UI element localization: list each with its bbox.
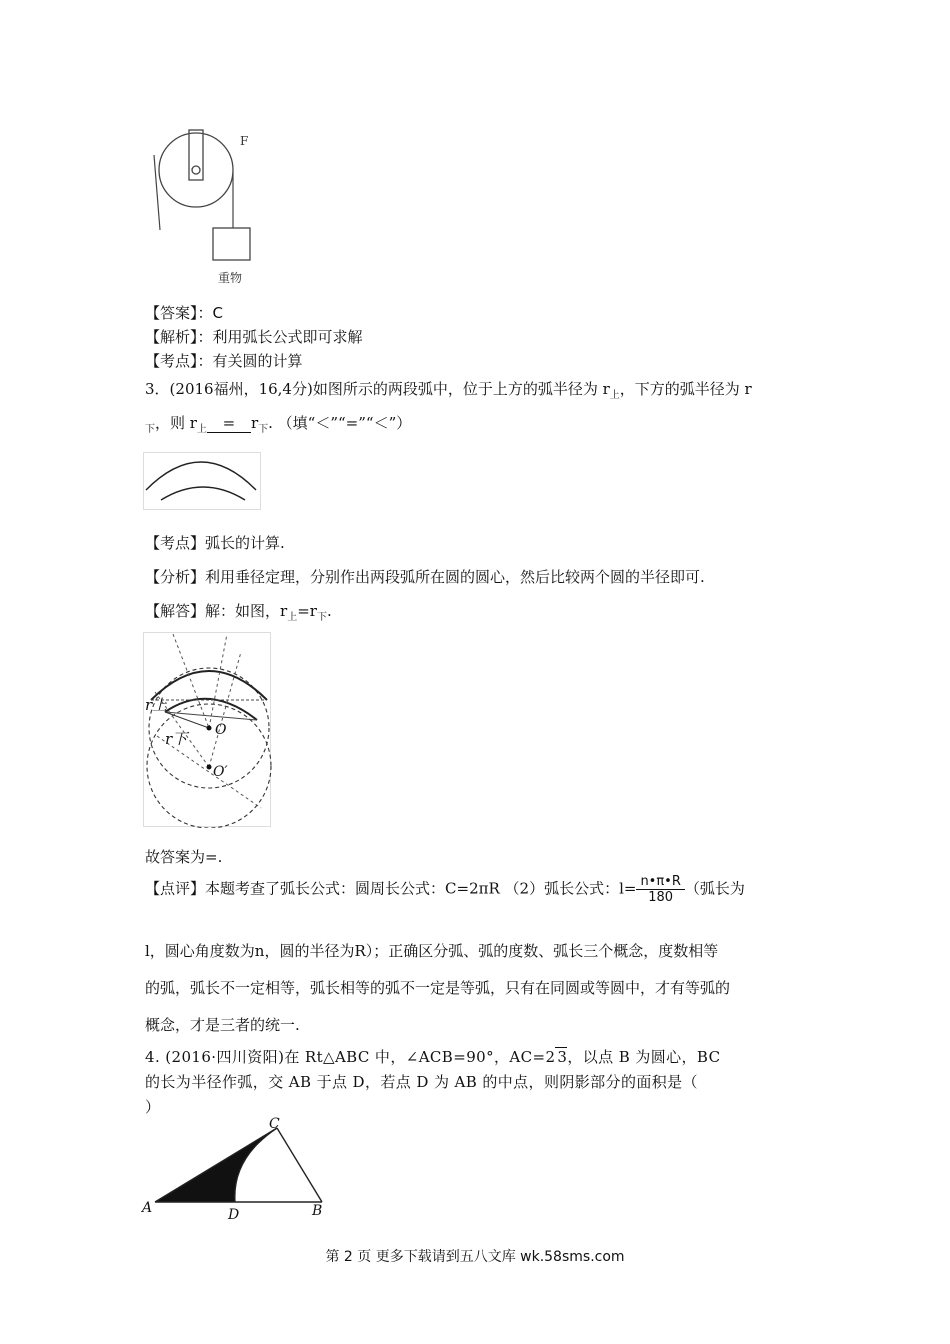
pulley-bracket <box>189 130 203 180</box>
q4-line3: ） <box>145 1098 161 1116</box>
pulley-figure <box>150 125 265 285</box>
triangle-figure <box>140 1116 340 1222</box>
q3-conclusion: 故答案为=. <box>145 848 223 866</box>
answer-blank: = <box>207 414 251 433</box>
two-arcs-figure <box>143 452 261 510</box>
force-label: F <box>240 134 249 148</box>
q2-point <box>145 350 303 371</box>
weight-label: 重物 <box>218 271 243 285</box>
label-O: O <box>215 722 227 738</box>
q3-comment-line2: l，圆心角度数为n，圆的半径为R）；正确区分弧、弧的度数、弧长三个概念，度数相等 <box>145 942 719 960</box>
label-O-prime: O′ <box>213 764 228 780</box>
label-A: A <box>142 1200 153 1216</box>
arc-length-fraction: $\frac{n•\pi•R}{180}$ <box>636 874 684 905</box>
pulley-wheel <box>159 133 233 207</box>
solution-figure <box>143 632 273 828</box>
label-D: D <box>228 1207 240 1222</box>
label-r-up: r上 <box>145 696 168 714</box>
answer-tag: 【答案】 <box>145 304 198 322</box>
q3-solution: 【解答】解：如图，$r_上=r_下$. <box>145 602 332 623</box>
q3-comment-line4: 概念，才是三者的统一. <box>145 1016 300 1034</box>
upper-arc <box>146 462 256 490</box>
q3-point: 【考点】弧长的计算. <box>145 534 285 552</box>
q4-line1: 4. (2016·四川资阳)在 Rt△ABC 中，∠ACB=90°，AC=2 3，以点 B 为圆心，BC <box>145 1048 721 1066</box>
pulley-axle <box>192 166 200 174</box>
q3-comment-line3: 的弧，弧长不一定相等，弧长相等的弧不一定是等弧，只有在同圆或等圆中，才有等弧的 <box>145 979 731 997</box>
page-footer: 第 2 页 更多下载请到五八文库 wk.58sms.com <box>325 1249 625 1265</box>
q2-answer <box>145 302 223 323</box>
q3-analysis: 【分析】利用垂径定理，分别作出两段弧所在圆的圆心，然后比较两个圆的半径即可. <box>145 568 705 586</box>
weight-box <box>213 228 250 260</box>
q3-stem-line1: 3．(2016福州，16,4分)如图所示的两段弧中，位于上方的弧半径为 $r_上$，下方的弧半径为 r <box>145 380 752 401</box>
point-text: ：有关圆的计算 <box>197 352 303 370</box>
answer-text: ：C <box>197 304 223 322</box>
analysis-tag: 【解析】 <box>145 328 198 346</box>
label-r-down: r下 <box>165 730 188 748</box>
lower-arc <box>161 487 245 500</box>
q3-comment-line1: 【点评】本题考查了弧长公式：圆周长公式：C=2πR （2）弧长公式：l= $\frac{n•\pi•R}{180}$ （弧长为 <box>145 874 745 905</box>
q4-line2: 的长为半径作弧，交 AB 于点 D，若点 D 为 AB 的中点，则阴影部分的面积是（ <box>145 1073 698 1091</box>
label-B: B <box>312 1203 323 1219</box>
q2-analysis <box>145 326 363 347</box>
q3-stem-line2: $_下$，则 $r_上 = r_下$. （填“＜”“=”“＜”） <box>145 414 412 435</box>
analysis-text: ：利用弧长公式即可求解 <box>197 328 363 346</box>
sqrt-three: 3 <box>557 1048 568 1066</box>
label-C: C <box>269 1116 280 1132</box>
point-tag: 【考点】 <box>145 352 198 370</box>
